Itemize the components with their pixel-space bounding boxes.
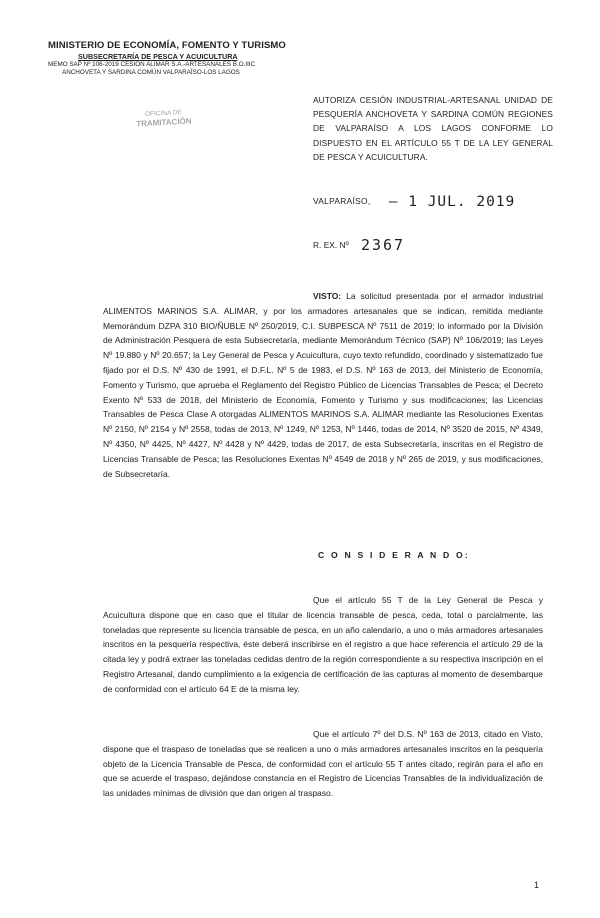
city: VALPARAÍSO, bbox=[313, 196, 371, 206]
stamp-line-2: TRAMITACIÓN bbox=[135, 116, 192, 129]
considerando-text-1: Que el artículo 55 T de la Ley General de Pesca y Acuicultura dispone que en caso que el titular de licencia transable de pesca, ceda, total o parcialmente, las toneladas que represente su licencia transable de pesca, en un año calendario, a uno o más armadores artesanales inscritos en la pesquería respectiva, éste deberá inscribirse en el registro a que hace referencia el artículo 29 de la citada ley y podrá extraer las toneladas cedidas dentro de la región correspondiente a su respectiva inscripción en el Registro Artesanal, dando cumplimiento a la exigencia de certificación de las capturas al momento de desembarque de conformidad con el artículo 64 E de la misma ley. bbox=[103, 595, 543, 694]
resolution-summary: AUTORIZA CESIÓN INDUSTRIAL-ARTESANAL UNIDAD DE PESQUERÍA ANCHOVETA Y SARDINA COMÚN REGIONES DE VALPARAÍSO A LOS LAGOS CONFORME LO DISPUESTO EN EL ARTÍCULO 55 T DE LA LEY GENERAL DE PESCA Y ACUICULTURA. bbox=[313, 95, 553, 162]
visto-keyword: VISTO: bbox=[313, 291, 342, 301]
subsecretaria-name: SUBSECRETARÍA DE PESCA Y ACUICULTURA bbox=[78, 51, 238, 61]
memo-reference-line-2: ANCHOVETA Y SARDINA COMÚN VALPARAÍSO-LOS LAGOS bbox=[62, 68, 240, 76]
considerando-paragraph-1 bbox=[103, 593, 543, 697]
visto-paragraph bbox=[103, 289, 543, 481]
resolution-number bbox=[313, 236, 405, 254]
office-stamp bbox=[129, 108, 198, 142]
memo-reference-line-1: MEMO SAP Nº 106-2019 CESIÓN ALIMAR S.A.-ARTESANALES B.O.IIIC bbox=[48, 60, 256, 68]
resolution-label: R. EX. Nº bbox=[313, 240, 349, 250]
resolution-number-value: 2367 bbox=[360, 236, 406, 254]
ministry-name: MINISTERIO DE ECONOMÍA, FOMENTO Y TURISMO bbox=[48, 40, 286, 51]
considerando-text-2: Que el artículo 7º del D.S. Nº 163 de 2013, citado en Visto, dispone que el traspaso de toneladas que se realicen a uno o más armadores artesanales inscritos en la pesquería objeto de la Licencia Transable de Pesca, de conformidad con el artículo 55 T antes citado, regirán para el año en que se acuerde el traspaso, dejándose constancia en el Registro de Licencias Transables de la individualización de las unidades mínimas de división que dan origen al traspaso. bbox=[103, 729, 543, 799]
visto-text: La solicitud presentada por el armador industrial ALIMENTOS MARINOS S.A. ALIMAR, y por los armadores artesanales que se indican, remitida mediante Memorándum DZPA 310 BIO/ÑUBLE Nº 250/2019, C.I. SUBPESCA Nº 7511 de 2019; lo informado por la División de Administración Pesquera de esta Subsecretaría, mediante Memorándum Técnico (SAP) Nº 106/2019; las Leyes Nº 19.880 y Nº 20.657; la Ley General de Pesca y Acuicultura, cuyo texto refundido, coordinado y sistematizado fue fijado por el D.S. Nº 430 de 1991, el D.F.L. Nº 5 de 1983, el D.S. Nº 163 de 2013, del Ministerio de Economía, Fomento y Turismo, que aprueba el Reglamento del Registro Público de Licencias Transables de Pesca; el Decreto Exento Nº 533 de 2018, del Ministerio de Economía, Fomento y Turismo y sus modificaciones; las Licencias Transables de Pesca Clase A otorgadas ALIMENTOS MARINOS S.A. ALIMAR mediante las Resoluciones Exentas Nº 2150, Nº 2154 y Nº 2558, todas de 2013, Nº 1249, Nº 1253, Nº 1446, todas de 2014, Nº 3520 de 2015, Nº 4349, Nº 4350, Nº 4425, Nº 4427, Nº 4428 y Nº 4429, todas de 2017, de esta Subsecretaría, inscritas en el Registro de Licencias Transable de Pesca; las Resoluciones Exentas Nº 4549 de 2018 y Nº 265 de 2019, y sus modificaciones, de Subsecretaría. bbox=[103, 291, 543, 479]
page-number: 1 bbox=[534, 880, 540, 890]
dateline bbox=[313, 194, 515, 210]
stamp-line-1: OFICINA DE bbox=[144, 109, 182, 118]
letterhead bbox=[48, 40, 298, 77]
considerando-paragraph-2 bbox=[103, 727, 543, 801]
resolution-date: – 1 JUL. 2019 bbox=[388, 194, 516, 210]
considerando-heading: C O N S I D E R A N D O: bbox=[318, 550, 470, 560]
